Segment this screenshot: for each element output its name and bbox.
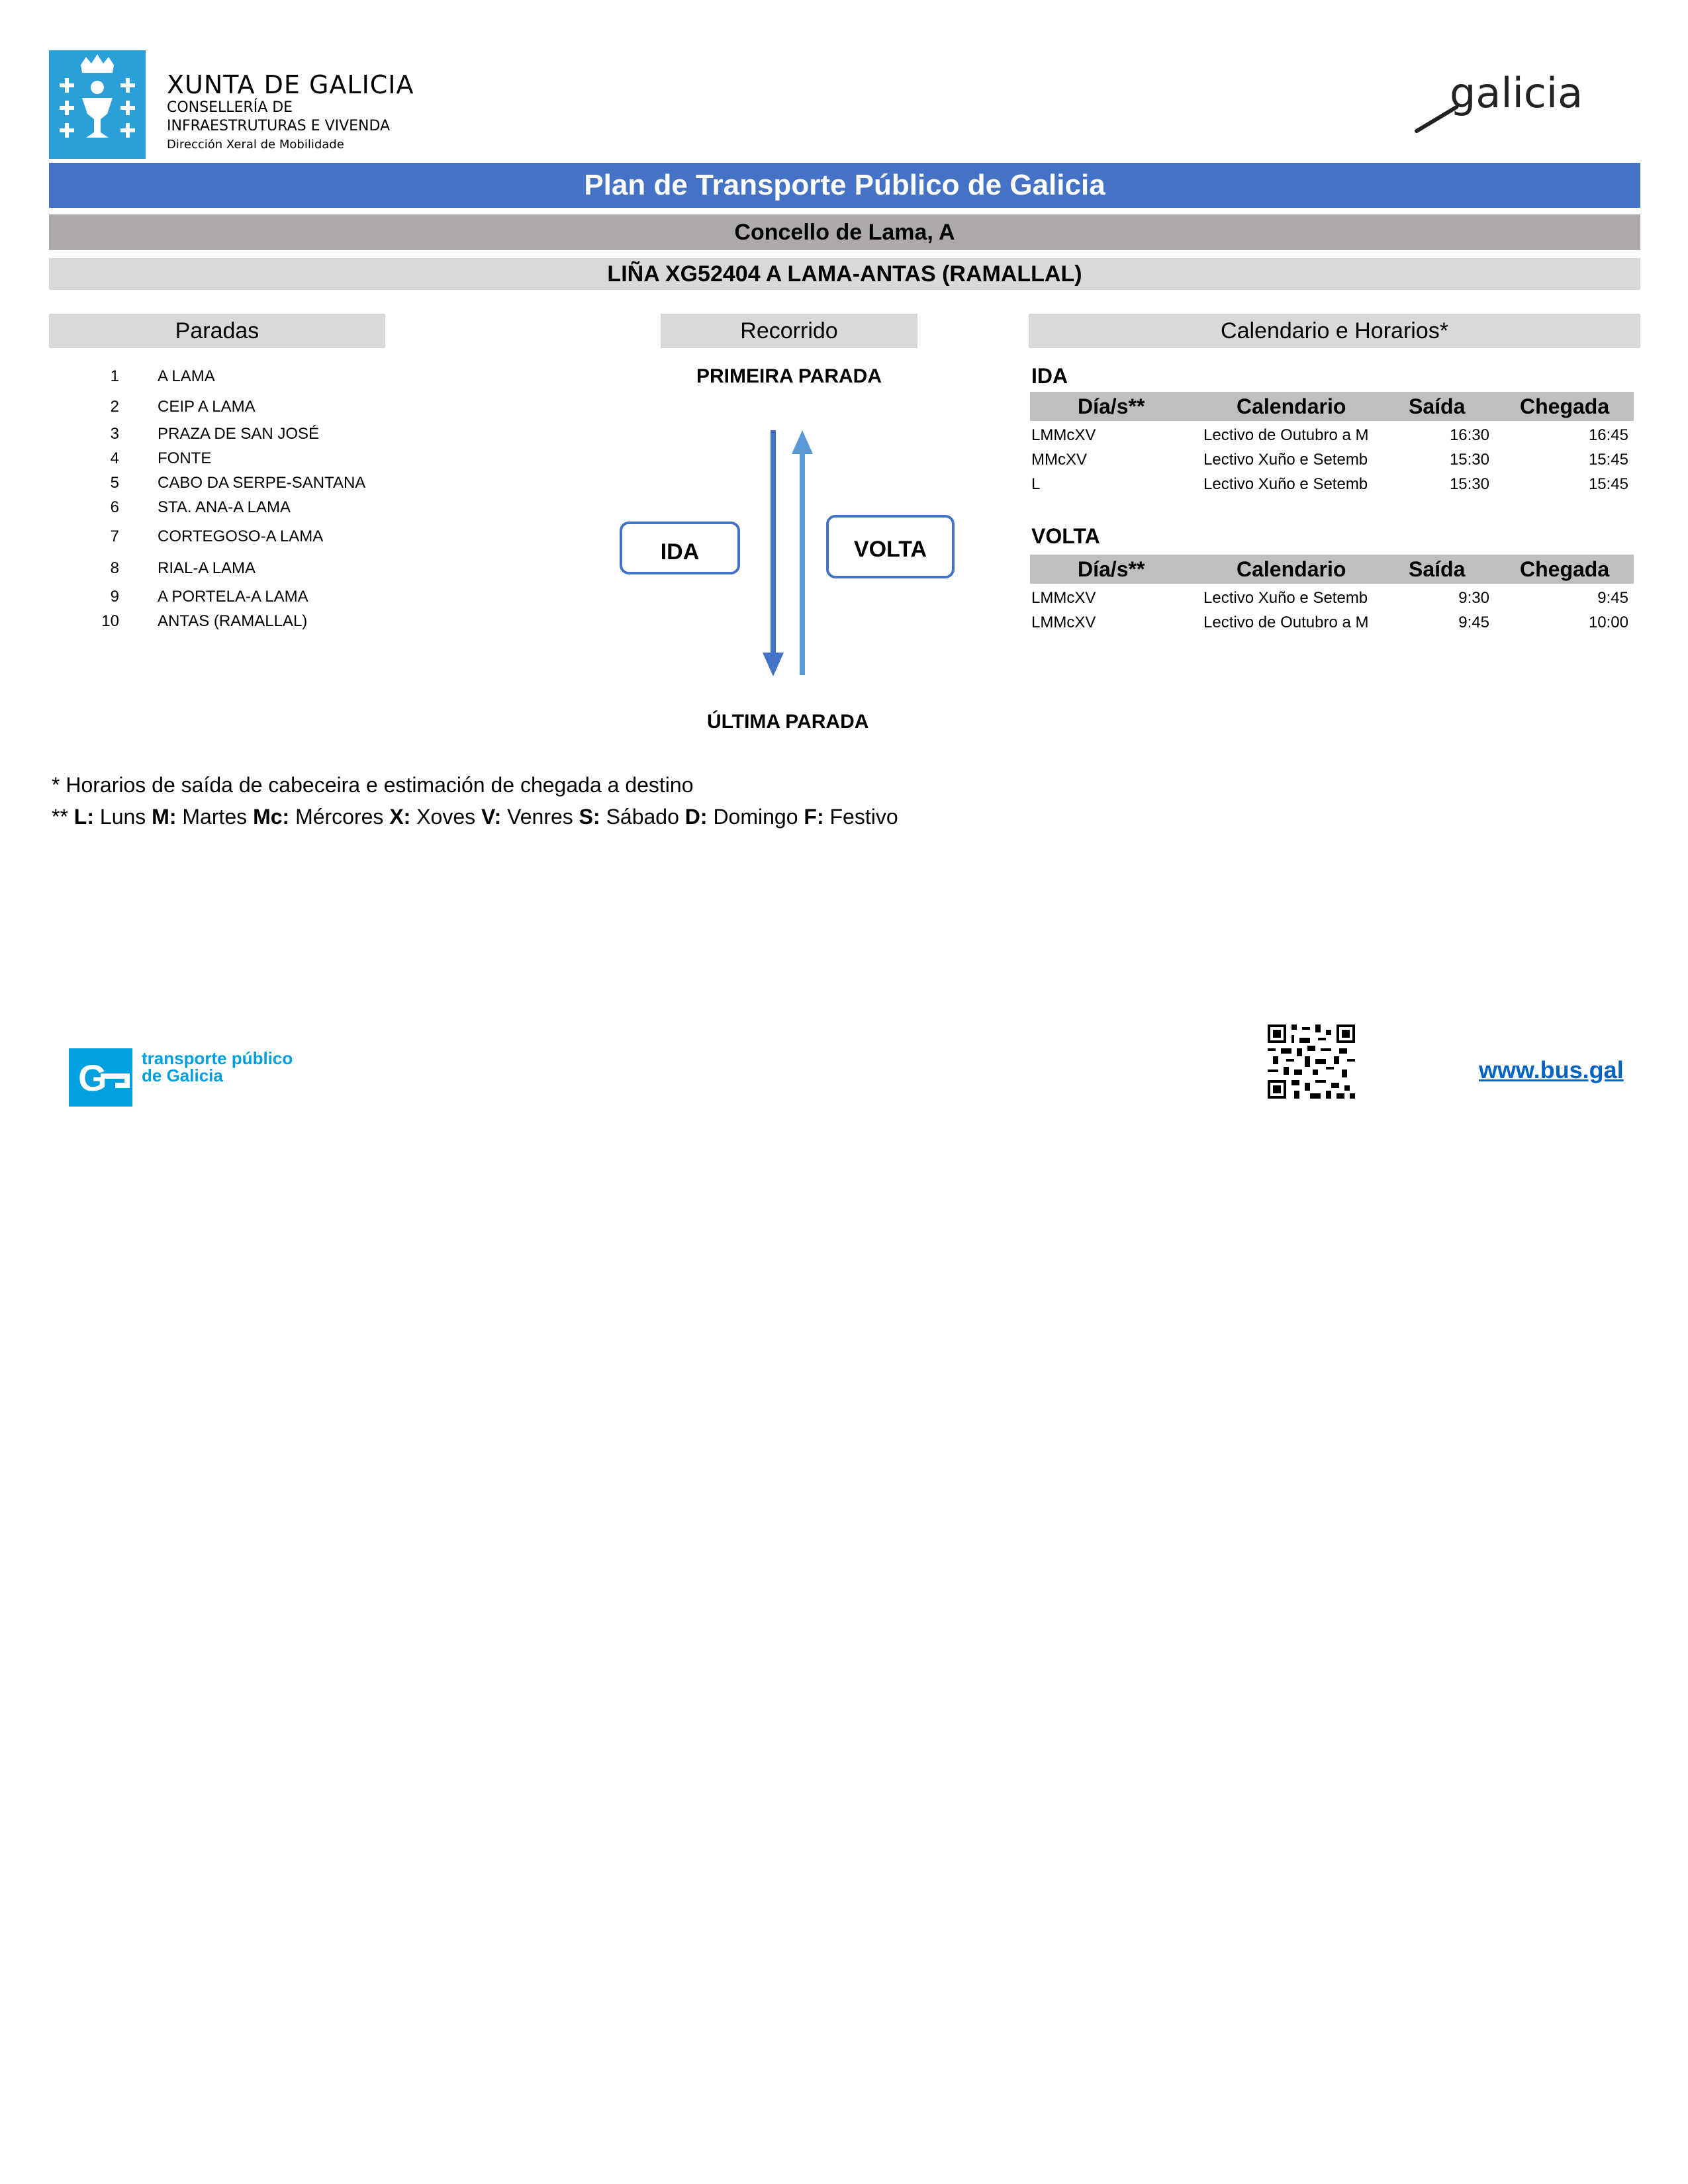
galicia-brand-logo <box>1410 66 1622 139</box>
schedule-footnote: * Horarios de saída de cabeceira e estimación de chegada a destino <box>52 773 694 797</box>
ida-schedule-header <box>1030 392 1634 421</box>
legend-code: S: <box>579 805 600 829</box>
galicia-swoosh-icon <box>1417 107 1456 131</box>
legend-label: Festivo <box>823 805 898 829</box>
row-days: LMMcXV <box>1031 614 1096 631</box>
legend-code: X: <box>389 805 411 829</box>
route-arrows <box>755 430 827 682</box>
row-departure: 15:30 <box>1449 451 1489 469</box>
stop-name: RIAL-A LAMA <box>158 559 256 577</box>
row-arrival: 15:45 <box>1588 451 1628 469</box>
volta-direction-button[interactable]: VOLTA <box>826 515 955 578</box>
volta-schedule-header <box>1030 555 1634 584</box>
first-stop-label: PRIMEIRA PARADA <box>696 365 882 387</box>
concello-banner: Concello de Lama, A <box>49 214 1640 250</box>
legend-label: Mércores <box>289 805 390 829</box>
stop-number: 10 <box>101 612 119 630</box>
row-arrival: 16:45 <box>1588 426 1628 444</box>
ida-direction-button[interactable]: IDA <box>620 522 740 574</box>
website-link[interactable]: www.bus.gal <box>1479 1056 1624 1083</box>
legend-code: L: <box>73 805 94 829</box>
stop-number: 7 <box>110 527 119 545</box>
legend-label: Martes <box>176 805 254 829</box>
row-calendar: Lectivo de Outubro a M <box>1203 426 1369 444</box>
stop-number: 9 <box>110 588 119 606</box>
schedule-row <box>1030 449 1634 473</box>
schedule-row <box>1030 588 1634 612</box>
xunta-directorate: Dirección Xeral de Mobilidade <box>167 138 344 152</box>
last-stop-label: ÚLTIMA PARADA <box>707 711 869 733</box>
row-departure: 9:45 <box>1458 614 1489 631</box>
schedule-row <box>1030 474 1634 498</box>
xunta-department-line1: CONSELLERÍA DE <box>167 99 293 116</box>
ida-schedule-title: IDA <box>1031 364 1068 388</box>
column-departure: Saída <box>1409 557 1466 581</box>
row-calendar: Lectivo Xuño e Setemb <box>1203 589 1368 607</box>
stop-number: 6 <box>110 498 119 516</box>
row-calendar: Lectivo Xuño e Setemb <box>1203 475 1368 493</box>
stops-section-header: Paradas <box>49 314 385 348</box>
row-arrival: 10:00 <box>1588 614 1628 631</box>
row-calendar: Lectivo de Outubro a M <box>1203 614 1369 631</box>
row-departure: 16:30 <box>1449 426 1489 444</box>
galicia-brand-text: galicia <box>1450 69 1583 117</box>
stop-name: CEIP A LAMA <box>158 398 256 416</box>
row-arrival: 15:45 <box>1588 475 1628 493</box>
legend-code: D: <box>684 805 708 829</box>
days-legend <box>52 805 898 829</box>
svg-text:G: G <box>78 1057 107 1099</box>
volta-arrow-icon <box>792 430 813 675</box>
stop-name: FONTE <box>158 449 212 467</box>
stop-name: ANTAS (RAMALLAL) <box>158 612 308 630</box>
legend-label: Domingo <box>707 805 804 829</box>
tpg-logo-line1: transporte público <box>142 1048 293 1068</box>
stop-name: STA. ANA-A LAMA <box>158 498 291 516</box>
legend-code: V: <box>481 805 502 829</box>
tpg-logo-line2: de Galicia <box>142 1066 223 1085</box>
stop-number: 3 <box>110 425 119 443</box>
column-days: Día/s** <box>1078 557 1145 581</box>
xunta-emblem-icon <box>49 50 146 159</box>
column-days: Día/s** <box>1078 394 1145 418</box>
stop-number: 1 <box>110 367 119 385</box>
xunta-emblem-logo <box>49 50 146 159</box>
legend-code: F: <box>804 805 824 829</box>
stop-name: A LAMA <box>158 367 215 385</box>
xunta-title: XUNTA DE GALICIA <box>167 70 414 99</box>
stop-name: A PORTELA-A LAMA <box>158 588 308 606</box>
schedule-row <box>1030 425 1634 449</box>
legend-code: M: <box>152 805 177 829</box>
volta-schedule-title: VOLTA <box>1031 524 1100 548</box>
legend-label: Venres <box>501 805 579 829</box>
column-departure: Saída <box>1409 394 1466 418</box>
plan-title-banner: Plan de Transporte Público de Galicia <box>49 163 1640 208</box>
line-banner: LIÑA XG52404 A LAMA-ANTAS (RAMALLAL) <box>49 258 1640 290</box>
column-calendar: Calendario <box>1237 394 1346 418</box>
legend-label: Xoves <box>410 805 482 829</box>
transporte-publico-logo <box>66 1039 344 1125</box>
row-calendar: Lectivo Xuño e Setemb <box>1203 451 1368 469</box>
column-calendar: Calendario <box>1237 557 1346 581</box>
column-arrival: Chegada <box>1520 557 1610 581</box>
legend-label: Sábado <box>600 805 685 829</box>
schedule-section-header: Calendario e Horarios* <box>1029 314 1640 348</box>
stop-name: CORTEGOSO-A LAMA <box>158 527 324 545</box>
stop-number: 8 <box>110 559 119 577</box>
stop-number: 4 <box>110 449 119 467</box>
row-days: LMMcXV <box>1031 589 1096 607</box>
column-arrival: Chegada <box>1520 394 1610 418</box>
row-days: MMcXV <box>1031 451 1087 469</box>
row-arrival: 9:45 <box>1597 589 1628 607</box>
qr-code-icon <box>1268 1024 1355 1099</box>
row-departure: 9:30 <box>1458 589 1489 607</box>
route-section-header: Recorrido <box>661 314 917 348</box>
row-departure: 15:30 <box>1449 475 1489 493</box>
xunta-department-line2: INFRAESTRUTURAS E VIVENDA <box>167 118 391 134</box>
legend-label: Luns <box>94 805 152 829</box>
stop-number: 2 <box>110 398 119 416</box>
row-days: L <box>1031 475 1041 493</box>
schedule-row <box>1030 612 1634 636</box>
legend-prefix: ** <box>52 805 74 829</box>
stop-name: CABO DA SERPE-SANTANA <box>158 474 366 492</box>
legend-code: Mc: <box>253 805 290 829</box>
row-days: LMMcXV <box>1031 426 1096 444</box>
stop-number: 5 <box>110 474 119 492</box>
stop-name: PRAZA DE SAN JOSÉ <box>158 425 320 443</box>
ida-arrow-icon <box>763 430 784 676</box>
